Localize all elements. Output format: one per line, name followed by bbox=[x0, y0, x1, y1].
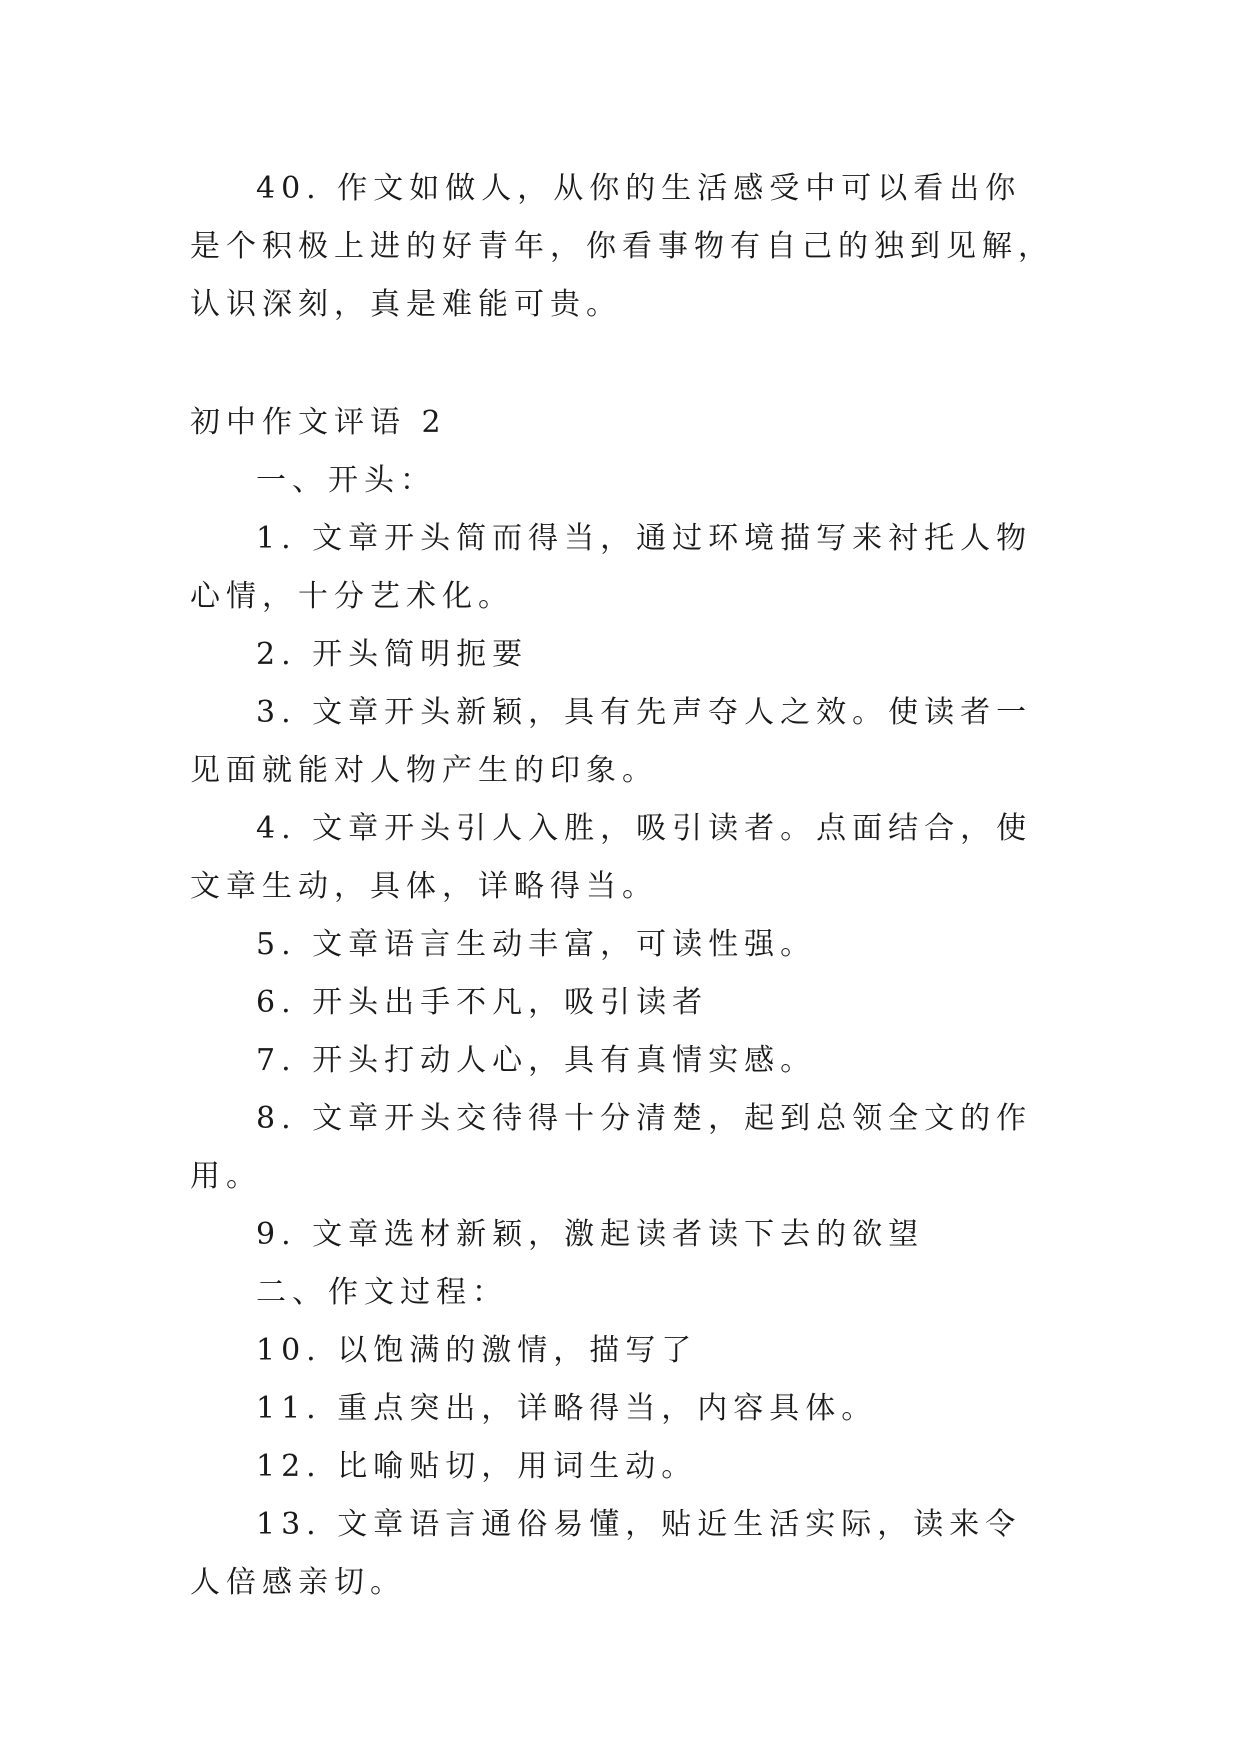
list-item: 10. 以饱满的激情，描写了 bbox=[256, 1333, 698, 1368]
section-title: 初中作文评语 2 bbox=[190, 405, 447, 440]
list-item: 7. 开头打动人心，具有真情实感。 bbox=[256, 1043, 817, 1078]
heading-opening: 一、开头： bbox=[256, 463, 436, 498]
list-item: 4. 文章开头引人入胜，吸引读者。点面结合，使文章生动，具体，详略得当。 bbox=[190, 811, 1033, 904]
list-item: 5. 文章语言生动丰富，可读性强。 bbox=[256, 927, 817, 962]
list-item: 6. 开头出手不凡，吸引读者 bbox=[256, 985, 709, 1020]
list-item: 13. 文章语言通俗易懂，贴近生活实际，读来令人倍感亲切。 bbox=[190, 1507, 1022, 1600]
paragraph-40: 40. 作文如做人，从你的生活感受中可以看出你是个积极上进的好青年，你看事物有自己的独到见解，认识深刻，真是难能可贵。 bbox=[190, 171, 1054, 322]
document-body bbox=[190, 160, 1056, 1612]
list-item: 1. 文章开头简而得当，通过环境描写来衬托人物心情，十分艺术化。 bbox=[190, 521, 1033, 614]
list-item: 8. 文章开头交待得十分清楚，起到总领全文的作用。 bbox=[190, 1101, 1033, 1194]
list-item: 2. 开头简明扼要 bbox=[256, 637, 529, 672]
heading-process: 二、作文过程： bbox=[256, 1275, 508, 1310]
list-item: 11. 重点突出，详略得当，内容具体。 bbox=[256, 1391, 878, 1426]
list-item: 9. 文章选材新颖，激起读者读下去的欲望 bbox=[256, 1217, 925, 1252]
paragraph-gap bbox=[190, 334, 1056, 394]
list-item: 12. 比喻贴切，用词生动。 bbox=[256, 1449, 698, 1484]
list-item: 3. 文章开头新颖，具有先声夺人之效。使读者一见面就能对人物产生的印象。 bbox=[190, 695, 1033, 788]
